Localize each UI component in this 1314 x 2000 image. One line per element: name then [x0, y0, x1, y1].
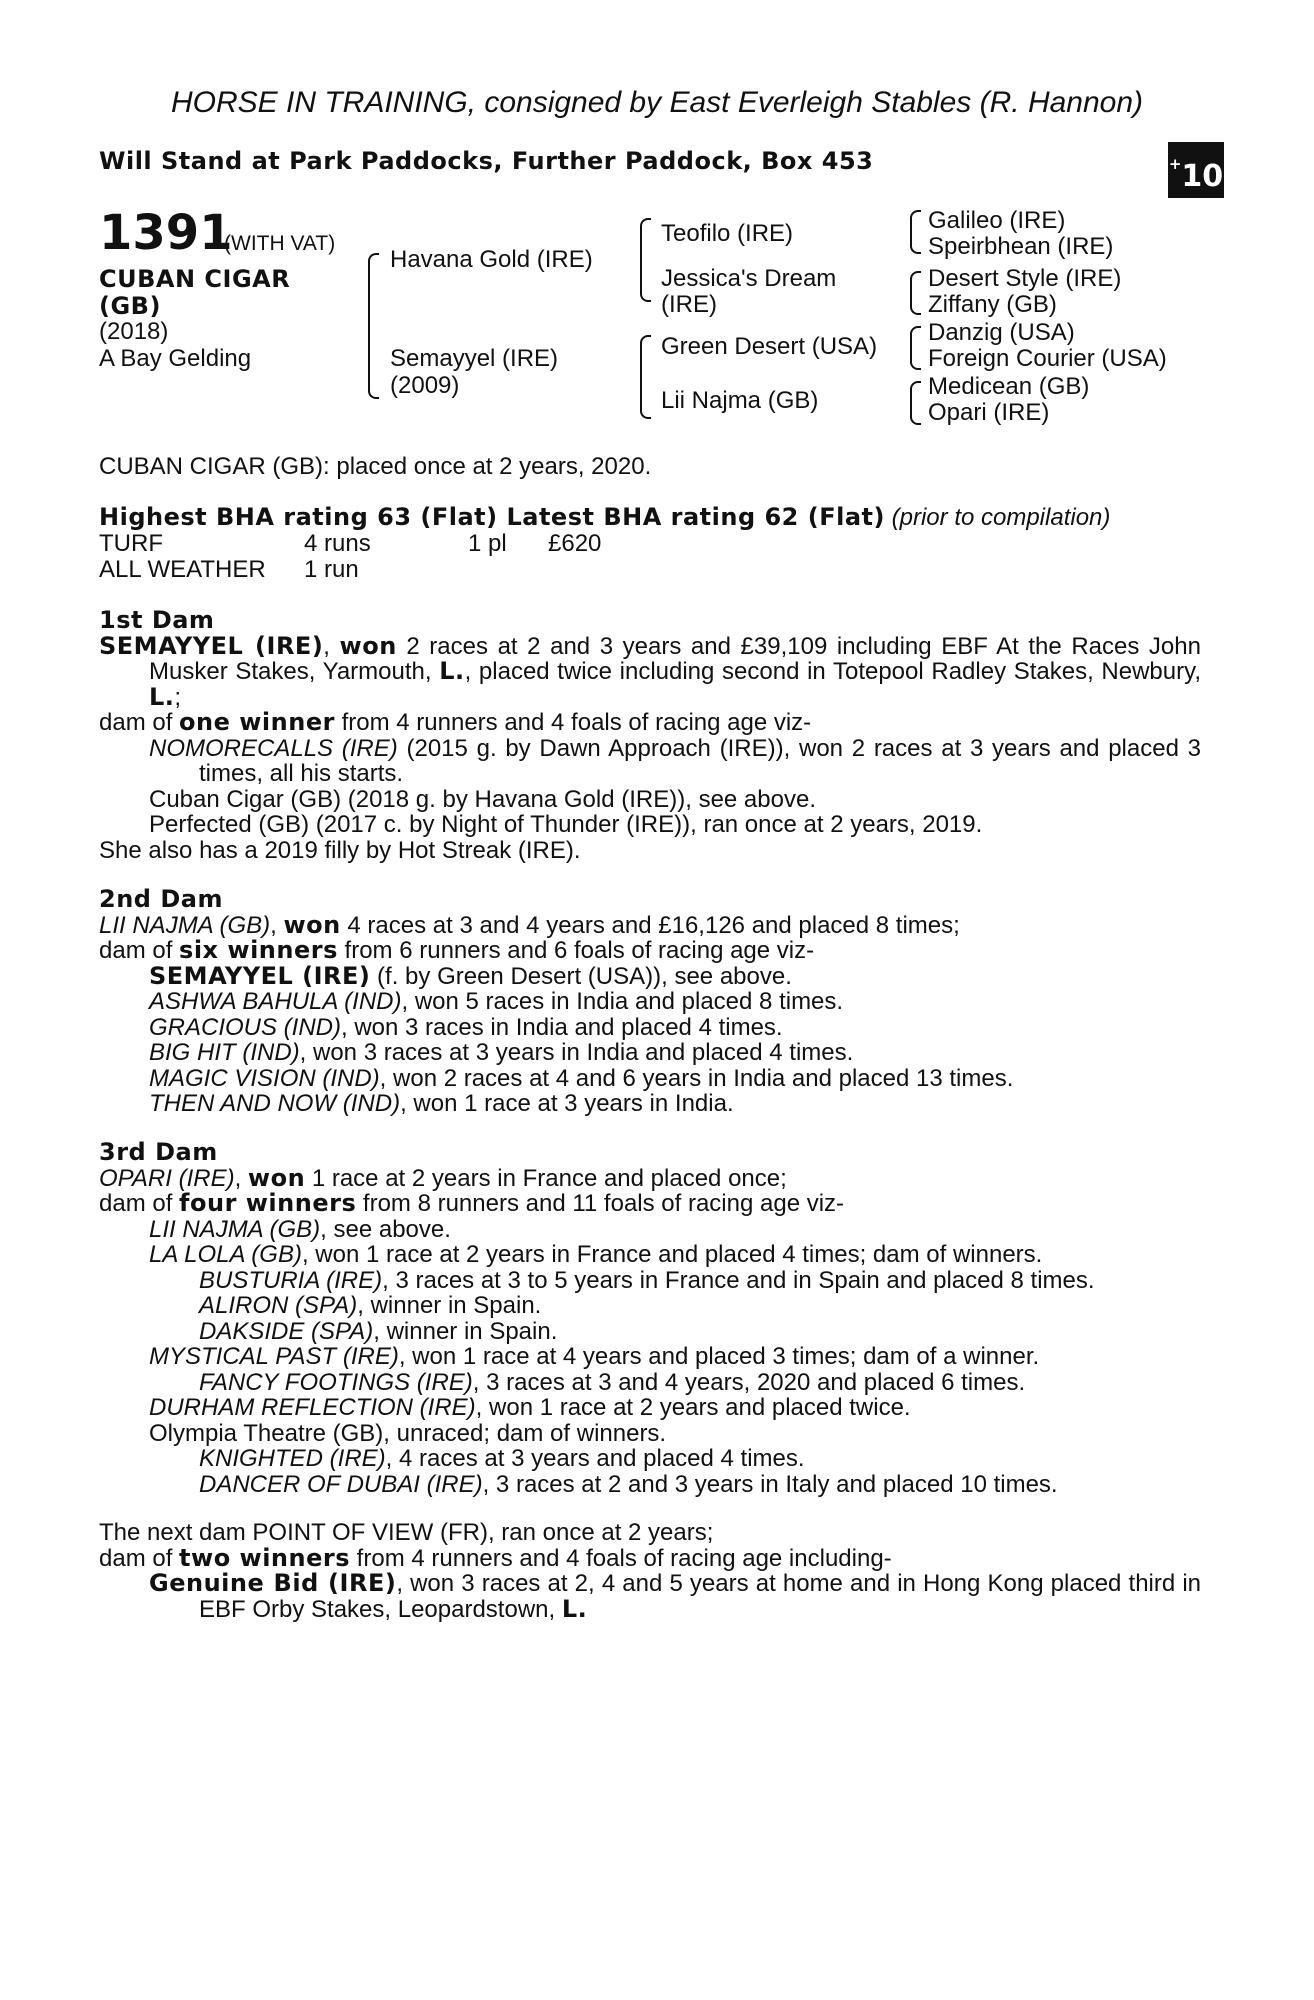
first-dam-heading: 1st Dam — [99, 606, 215, 634]
third-dam-record: OPARI (IRE), won 1 race at 2 years in France and placed once; — [99, 1163, 787, 1192]
grand-offspring-name: BUSTURIA (IRE) — [199, 1266, 383, 1294]
offspring-name: SEMAYYEL (IRE) — [149, 961, 371, 990]
first-dam-also: She also has a 2019 filly by Hot Streak (IRE). — [99, 836, 581, 864]
lot-badge-plus: + — [1168, 155, 1182, 173]
grand-offspring-name: ALIRON (SPA) — [199, 1292, 358, 1319]
offspring-name: Genuine Bid (IRE) — [149, 1569, 397, 1597]
consignment-heading: HORSE IN TRAINING, consigned by East Everleigh Stables (R. Hannon) — [170, 86, 1144, 119]
comma: , — [323, 632, 340, 660]
bha-ratings — [99, 505, 1110, 530]
dam: Semayyel (IRE) — [390, 345, 559, 372]
turf-runs: 4 runs — [304, 530, 371, 557]
offspring-item: GRACIOUS (IND), won 3 races in India and placed 4 times. — [149, 1013, 783, 1041]
offspring-name: GRACIOUS (IND) — [149, 1013, 341, 1041]
grand-offspring-name: KNIGHTED (IRE) — [199, 1445, 386, 1472]
listed-mark: L. — [439, 657, 465, 685]
turf-placed: 1 pl — [468, 530, 507, 557]
offspring-name: LA LOLA (GB) — [149, 1241, 302, 1268]
first-dam-produce: dam of one winner from 4 runners and 4 foals of racing age viz- — [99, 708, 812, 736]
offspring-name: LII NAJMA (GB) — [149, 1215, 321, 1243]
offspring-item: LA LOLA (GB), won 1 race at 2 years in France and placed 4 times; dam of winners. — [149, 1241, 1043, 1268]
horse-year: (2018) — [99, 318, 169, 345]
pedigree-bracket-parents — [368, 253, 379, 399]
sire-sire: Teofilo (IRE) — [661, 220, 794, 247]
aw-label: ALL WEATHER — [99, 556, 266, 583]
ss-sire: Galileo (IRE) — [928, 207, 1066, 234]
grand-offspring-item: ALIRON (SPA), winner in Spain. — [199, 1292, 542, 1319]
third-dam-offspring-list — [99, 1217, 1201, 1498]
offspring-item: Cuban Cigar (GB) (2018 g. by Havana Gold (IRE)), see above. — [149, 785, 816, 813]
second-dam-name: LII NAJMA (GB) — [99, 911, 271, 939]
offspring-item: Perfected (GB) (2017 c. by Night of Thunder (IRE)), ran once at 2 years, 2019. — [149, 811, 983, 838]
offspring-name: NOMORECALLS (IRE) — [149, 734, 398, 762]
offspring-name: MAGIC VISION (IND) — [149, 1064, 380, 1092]
grand-offspring-item: FANCY FOOTINGS (IRE), 3 races at 3 and 4 years, 2020 and placed 6 times. — [199, 1368, 1026, 1396]
pedigree-bracket-sire — [640, 218, 651, 302]
grand-offspring-item: BUSTURIA (IRE), 3 races at 3 to 5 years in France and in Spain and placed 8 times. — [199, 1266, 1095, 1294]
next-dam-section — [99, 1520, 1201, 1622]
grand-offspring-name: DAKSIDE (SPA) — [199, 1317, 374, 1345]
offspring-name: THEN AND NOW (IND) — [149, 1090, 401, 1117]
vat-note: (WITH VAT) — [224, 232, 336, 255]
sire-dam: Jessica's Dream — [661, 265, 837, 292]
ds-dam: Foreign Courier (USA) — [928, 345, 1167, 372]
listed-mark: L. — [149, 682, 175, 711]
second-dam-produce: dam of six winners from 6 runners and 6 foals of racing age viz- — [99, 936, 815, 964]
horse-description: A Bay Gelding — [99, 345, 252, 372]
second-dam-record: LII NAJMA (GB), won 4 races at 3 and 4 years and £16,126 and placed 8 times; — [99, 910, 960, 939]
first-dam-record: SEMAYYEL (IRE), won 2 races at 2 and 3 years and £39,109 including EBF At the Races John Musker Stakes, Yarmouth, L., placed twice including second in Totepool Radley Stakes, Newbury, L.; — [99, 631, 1201, 711]
sd-sire: Desert Style (IRE) — [928, 265, 1122, 292]
ds-sire: Danzig (USA) — [928, 319, 1075, 346]
next-dam-produce: dam of two winners from 4 runners and 4 foals of racing age including- — [99, 1543, 892, 1572]
aw-runs: 1 run — [304, 556, 359, 583]
next-dam-line: The next dam POINT OF VIEW (FR), ran once at 2 years; — [99, 1519, 714, 1546]
dam-dam: Lii Najma (GB) — [661, 387, 819, 414]
offspring-item: ASHWA BAHULA (IND), won 5 races in India and placed 8 times. — [149, 988, 844, 1015]
pedigree-bracket-dd — [910, 381, 921, 425]
offspring-item: Genuine Bid (IRE), won 3 races at 2, 4 and 5 years at home and in Hong Kong placed third in EBF Orby Stakes, Leopardstown, L. — [149, 1569, 1202, 1623]
grand-offspring-item: DANCER OF DUBAI (IRE), 3 races at 2 and 3 years in Italy and placed 10 times. — [199, 1470, 1058, 1498]
race-summary: CUBAN CIGAR (GB): placed once at 2 years, 2020. — [99, 453, 652, 480]
offspring-item: DURHAM REFLECTION (IRE), won 1 race at 2 years and placed twice. — [149, 1394, 911, 1421]
turf-label: TURF — [99, 530, 163, 557]
pedigree-bracket-ss — [910, 210, 921, 254]
third-dam-produce: dam of four winners from 8 runners and 11 foals of racing age viz- — [99, 1189, 845, 1217]
sire-dam-suffix: (IRE) — [661, 291, 717, 318]
dam-sire: Green Desert (USA) — [661, 333, 878, 360]
pedigree-bracket-ds — [910, 326, 921, 370]
offspring-item: BIG HIT (IND), won 3 races at 3 years in India and placed 4 times. — [149, 1039, 854, 1066]
grand-offspring-item: DAKSIDE (SPA), winner in Spain. — [199, 1317, 558, 1345]
first-dam-section — [99, 608, 1201, 863]
grand-offspring-name: DANCER OF DUBAI (IRE) — [199, 1470, 483, 1498]
offspring-item: NOMORECALLS (IRE) (2015 g. by Dawn Approach (IRE)), won 2 races at 3 years and placed 3 times, all his starts. — [149, 734, 1202, 787]
grand-offspring-name: FANCY FOOTINGS (IRE) — [199, 1368, 473, 1396]
horse-name-suffix: (GB) — [99, 292, 161, 320]
second-dam-heading: 2nd Dam — [99, 885, 223, 913]
listed-mark: L. — [561, 1594, 588, 1623]
stand-location: Will Stand at Park Paddocks, Further Paddock, Box 453 — [99, 147, 874, 175]
first-dam-offspring-list — [99, 736, 1201, 838]
offspring-item: MAGIC VISION (IND), won 2 races at 4 and 6 years in India and placed 13 times. — [149, 1064, 1014, 1092]
dd-sire: Medicean (GB) — [928, 373, 1090, 400]
third-dam-heading: 3rd Dam — [99, 1138, 218, 1166]
offspring-item: Olympia Theatre (GB), unraced; dam of winners. — [149, 1419, 667, 1447]
lot-badge — [1168, 142, 1224, 198]
first-dam-name: SEMAYYEL (IRE) — [99, 631, 324, 660]
offspring-name: DURHAM REFLECTION (IRE) — [149, 1394, 476, 1421]
second-dam-offspring-list — [99, 961, 1201, 1117]
lot-number: 1391 — [99, 205, 233, 261]
ss-dam: Speirbhean (IRE) — [928, 233, 1114, 260]
third-dam-name: OPARI (IRE) — [99, 1164, 235, 1192]
pedigree-bracket-dam — [640, 335, 651, 419]
sd-dam: Ziffany (GB) — [928, 291, 1057, 318]
sire: Havana Gold (IRE) — [390, 246, 593, 273]
offspring-item: THEN AND NOW (IND), won 1 race at 3 years in India. — [149, 1090, 734, 1117]
second-dam-section — [99, 887, 1201, 1117]
offspring-name: MYSTICAL PAST (IRE) — [149, 1343, 399, 1370]
offspring-item: MYSTICAL PAST (IRE), won 1 race at 4 years and placed 3 times; dam of a winner. — [149, 1343, 1040, 1370]
next-dam-offspring-list — [99, 1571, 1201, 1622]
bha-ratings-text: Highest BHA rating 63 (Flat) Latest BHA rating 62 (Flat) — [99, 503, 885, 531]
bha-ratings-note: (prior to compilation) — [891, 504, 1111, 531]
horse-name: CUBAN CIGAR — [99, 265, 291, 293]
offspring-name: BIG HIT (IND) — [149, 1039, 300, 1066]
offspring-name: ASHWA BAHULA (IND) — [149, 988, 402, 1015]
grand-offspring-item: KNIGHTED (IRE), 4 races at 3 years and placed 4 times. — [199, 1445, 805, 1472]
turf-prize: £620 — [548, 530, 602, 557]
dam-year: (2009) — [390, 372, 460, 399]
offspring-item: SEMAYYEL (IRE) (f. by Green Desert (USA)), see above. — [149, 961, 792, 990]
lot-badge-number: 10 — [1181, 159, 1224, 194]
third-dam-section — [99, 1140, 1201, 1497]
offspring-item: LII NAJMA (GB), see above. — [149, 1215, 451, 1243]
pedigree-bracket-sd — [910, 271, 921, 315]
dd-dam: Opari (IRE) — [928, 399, 1050, 426]
